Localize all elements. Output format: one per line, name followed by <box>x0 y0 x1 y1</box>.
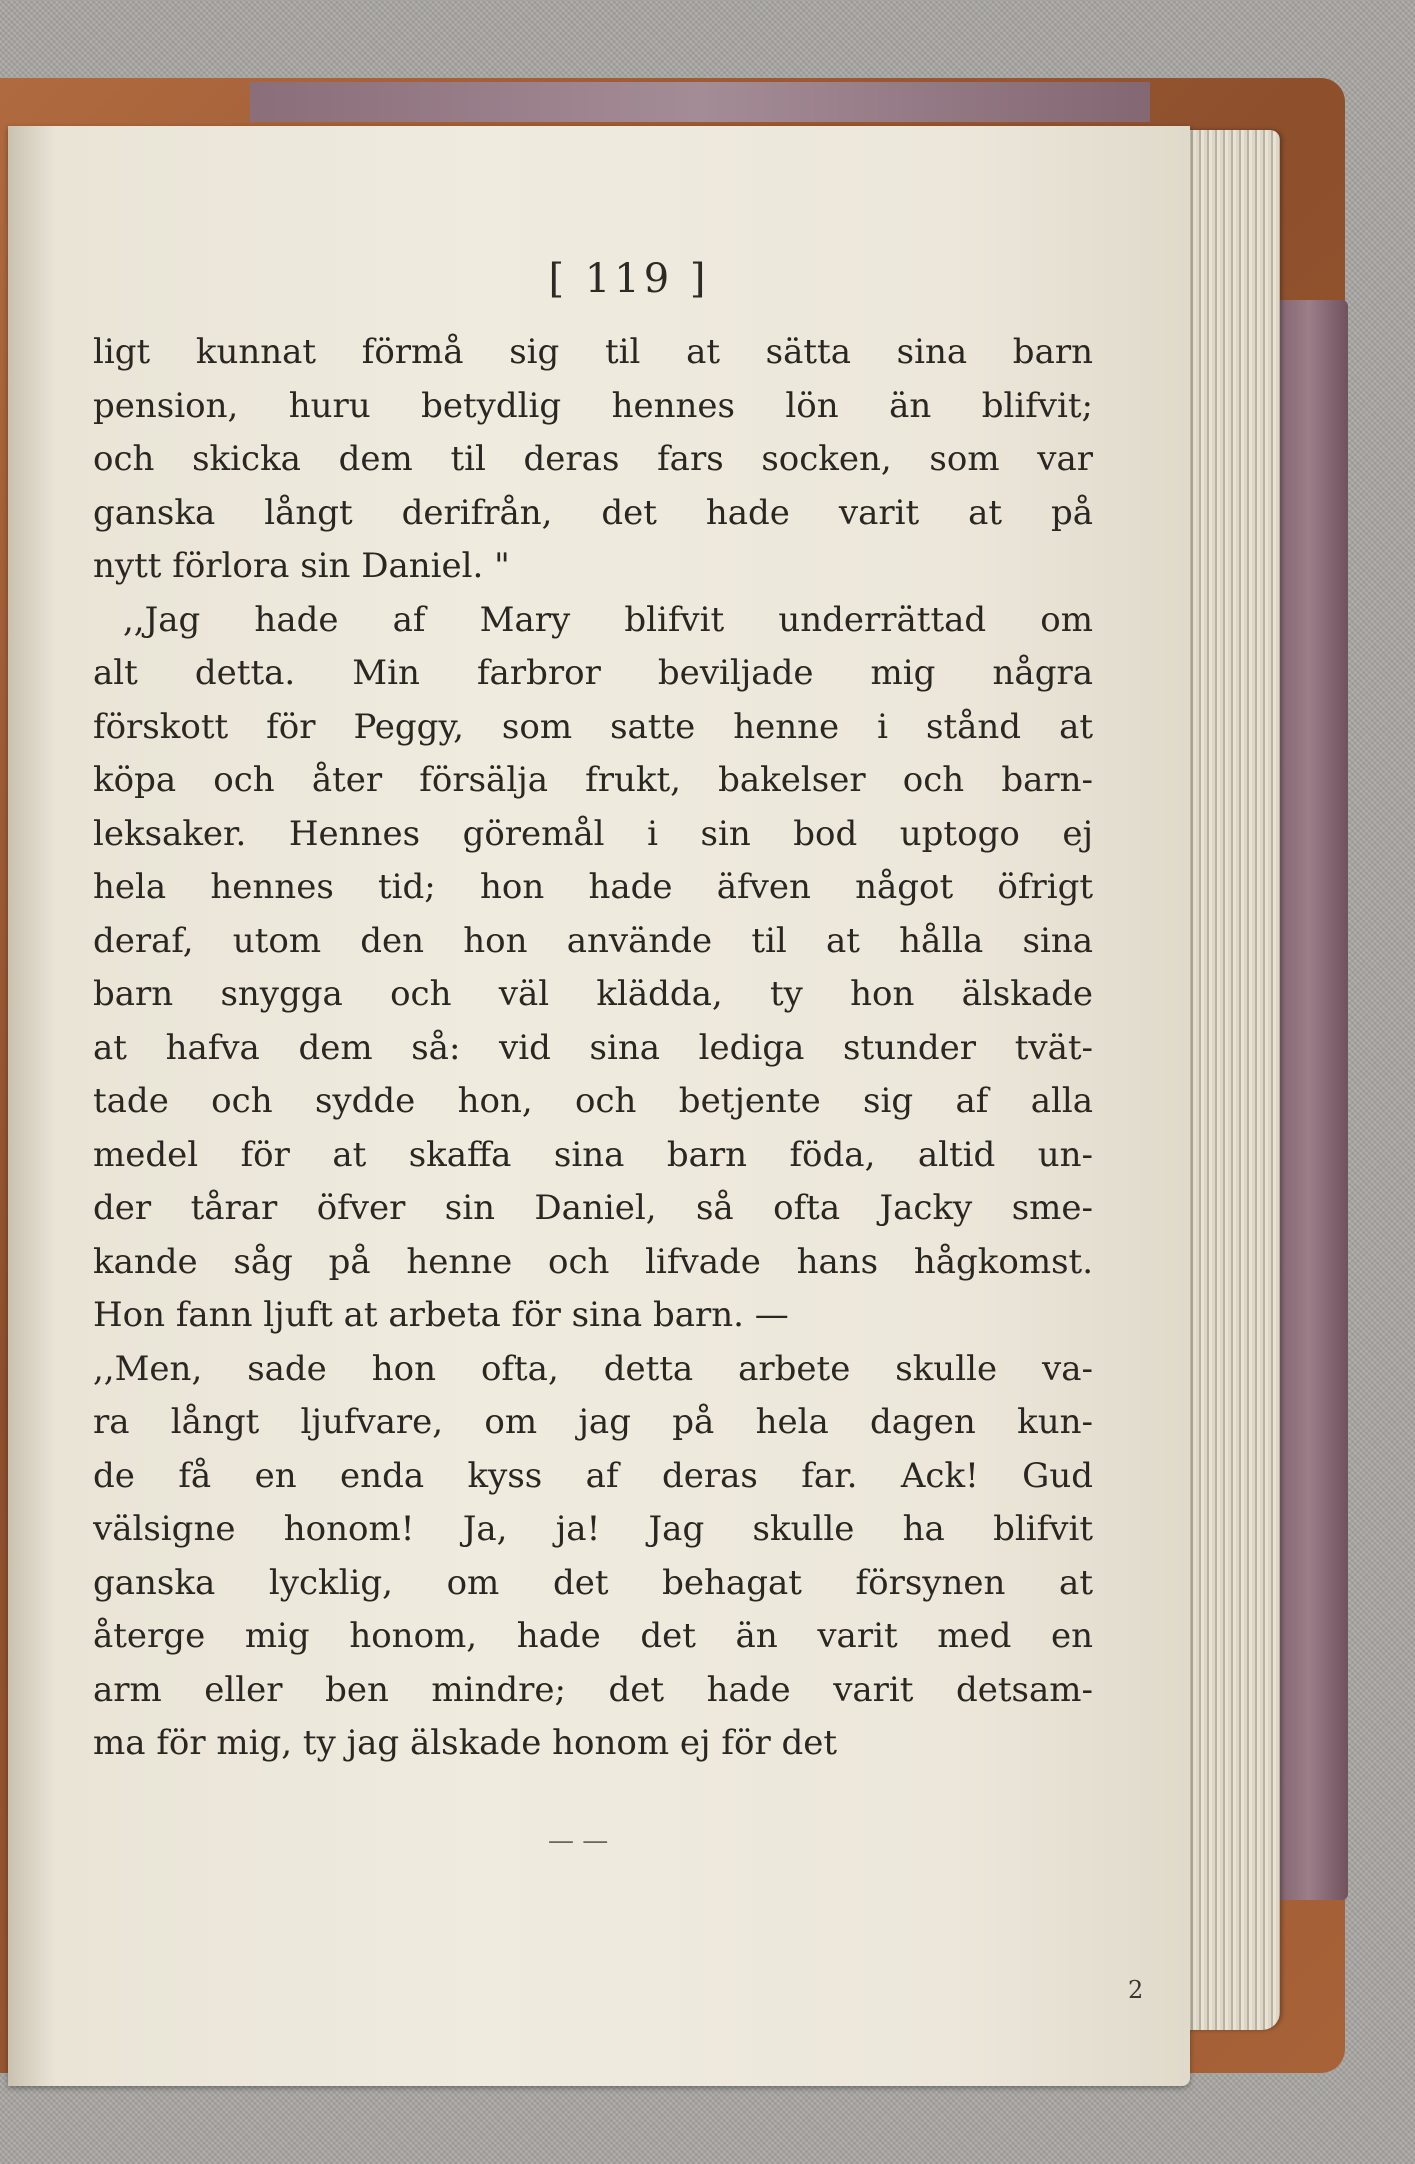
text-line: välsigne honom! Ja, ja! Jag skulle ha blifvit <box>93 1509 1093 1549</box>
text-line: der tårar öfver sin Daniel, så ofta Jacky sme- <box>93 1188 1093 1228</box>
book-page <box>8 126 1190 2086</box>
text-line: deraf, utom den hon använde til at hålla sina <box>93 920 1093 961</box>
text-line: ligt kunnat förmå sig til at sätta sina barn <box>93 332 1093 372</box>
text-line: förskott för Peggy, som satte henne i stånd at <box>93 706 1093 747</box>
page-number: [ 119 ] <box>548 256 710 302</box>
text-line: ganska lycklig, om det behagat försynen at <box>93 1562 1093 1603</box>
text-line: ,,Men, sade hon ofta, detta arbete skulle va- <box>93 1348 1093 1389</box>
text-line: återge mig honom, hade det än varit med en <box>93 1616 1093 1656</box>
text-line: barn snygga och väl klädda, ty hon älskade <box>93 974 1093 1014</box>
text-line: leksaker. Hennes göremål i sin bod uptogo ej <box>93 813 1093 854</box>
text-line: at hafva dem så: vid sina lediga stunder tvät- <box>93 1027 1093 1068</box>
text-line: köpa och åter försälja frukt, bakelser och barn- <box>93 760 1093 800</box>
footer-mark: — — <box>548 1826 609 1856</box>
page-edges <box>1180 130 1280 2030</box>
text-line: arm eller ben mindre; det hade varit detsam- <box>93 1669 1093 1710</box>
text-line: Hon fann ljuft at arbeta för sina barn. — <box>93 1295 789 1335</box>
text-line: de få en enda kyss af deras far. Ack! Gud <box>93 1455 1093 1496</box>
cover-top-edge <box>250 82 1150 122</box>
text-line: pension, huru betydlig hennes lön än blifvit; <box>93 385 1093 426</box>
text-line: tade och sydde hon, och betjente sig af alla <box>93 1081 1093 1121</box>
text-line: ma för mig, ty jag älskade honom ej för det <box>93 1723 838 1763</box>
text-line: ,,Jag hade af Mary blifvit underrättad om <box>123 599 1093 640</box>
text-line: hela hennes tid; hon hade äfven något öfrigt <box>93 867 1093 907</box>
text-line: nytt förlora sin Daniel. " <box>93 546 510 586</box>
corner-mark: 2 <box>1128 1976 1144 2004</box>
cover-board <box>1270 300 1348 1900</box>
text-line: alt detta. Min farbror beviljade mig några <box>93 653 1093 693</box>
text-line: kande såg på henne och lifvade hans hågkomst. <box>93 1241 1093 1282</box>
text-line: medel för at skaffa sina barn föda, altid un- <box>93 1134 1093 1175</box>
text-line: ra långt ljufvare, om jag på hela dagen kun- <box>93 1402 1093 1442</box>
text-line: ganska långt derifrån, det hade varit at på <box>93 492 1093 533</box>
page-text <box>93 326 1093 1771</box>
text-line: och skicka dem til deras fars socken, som var <box>93 439 1093 479</box>
